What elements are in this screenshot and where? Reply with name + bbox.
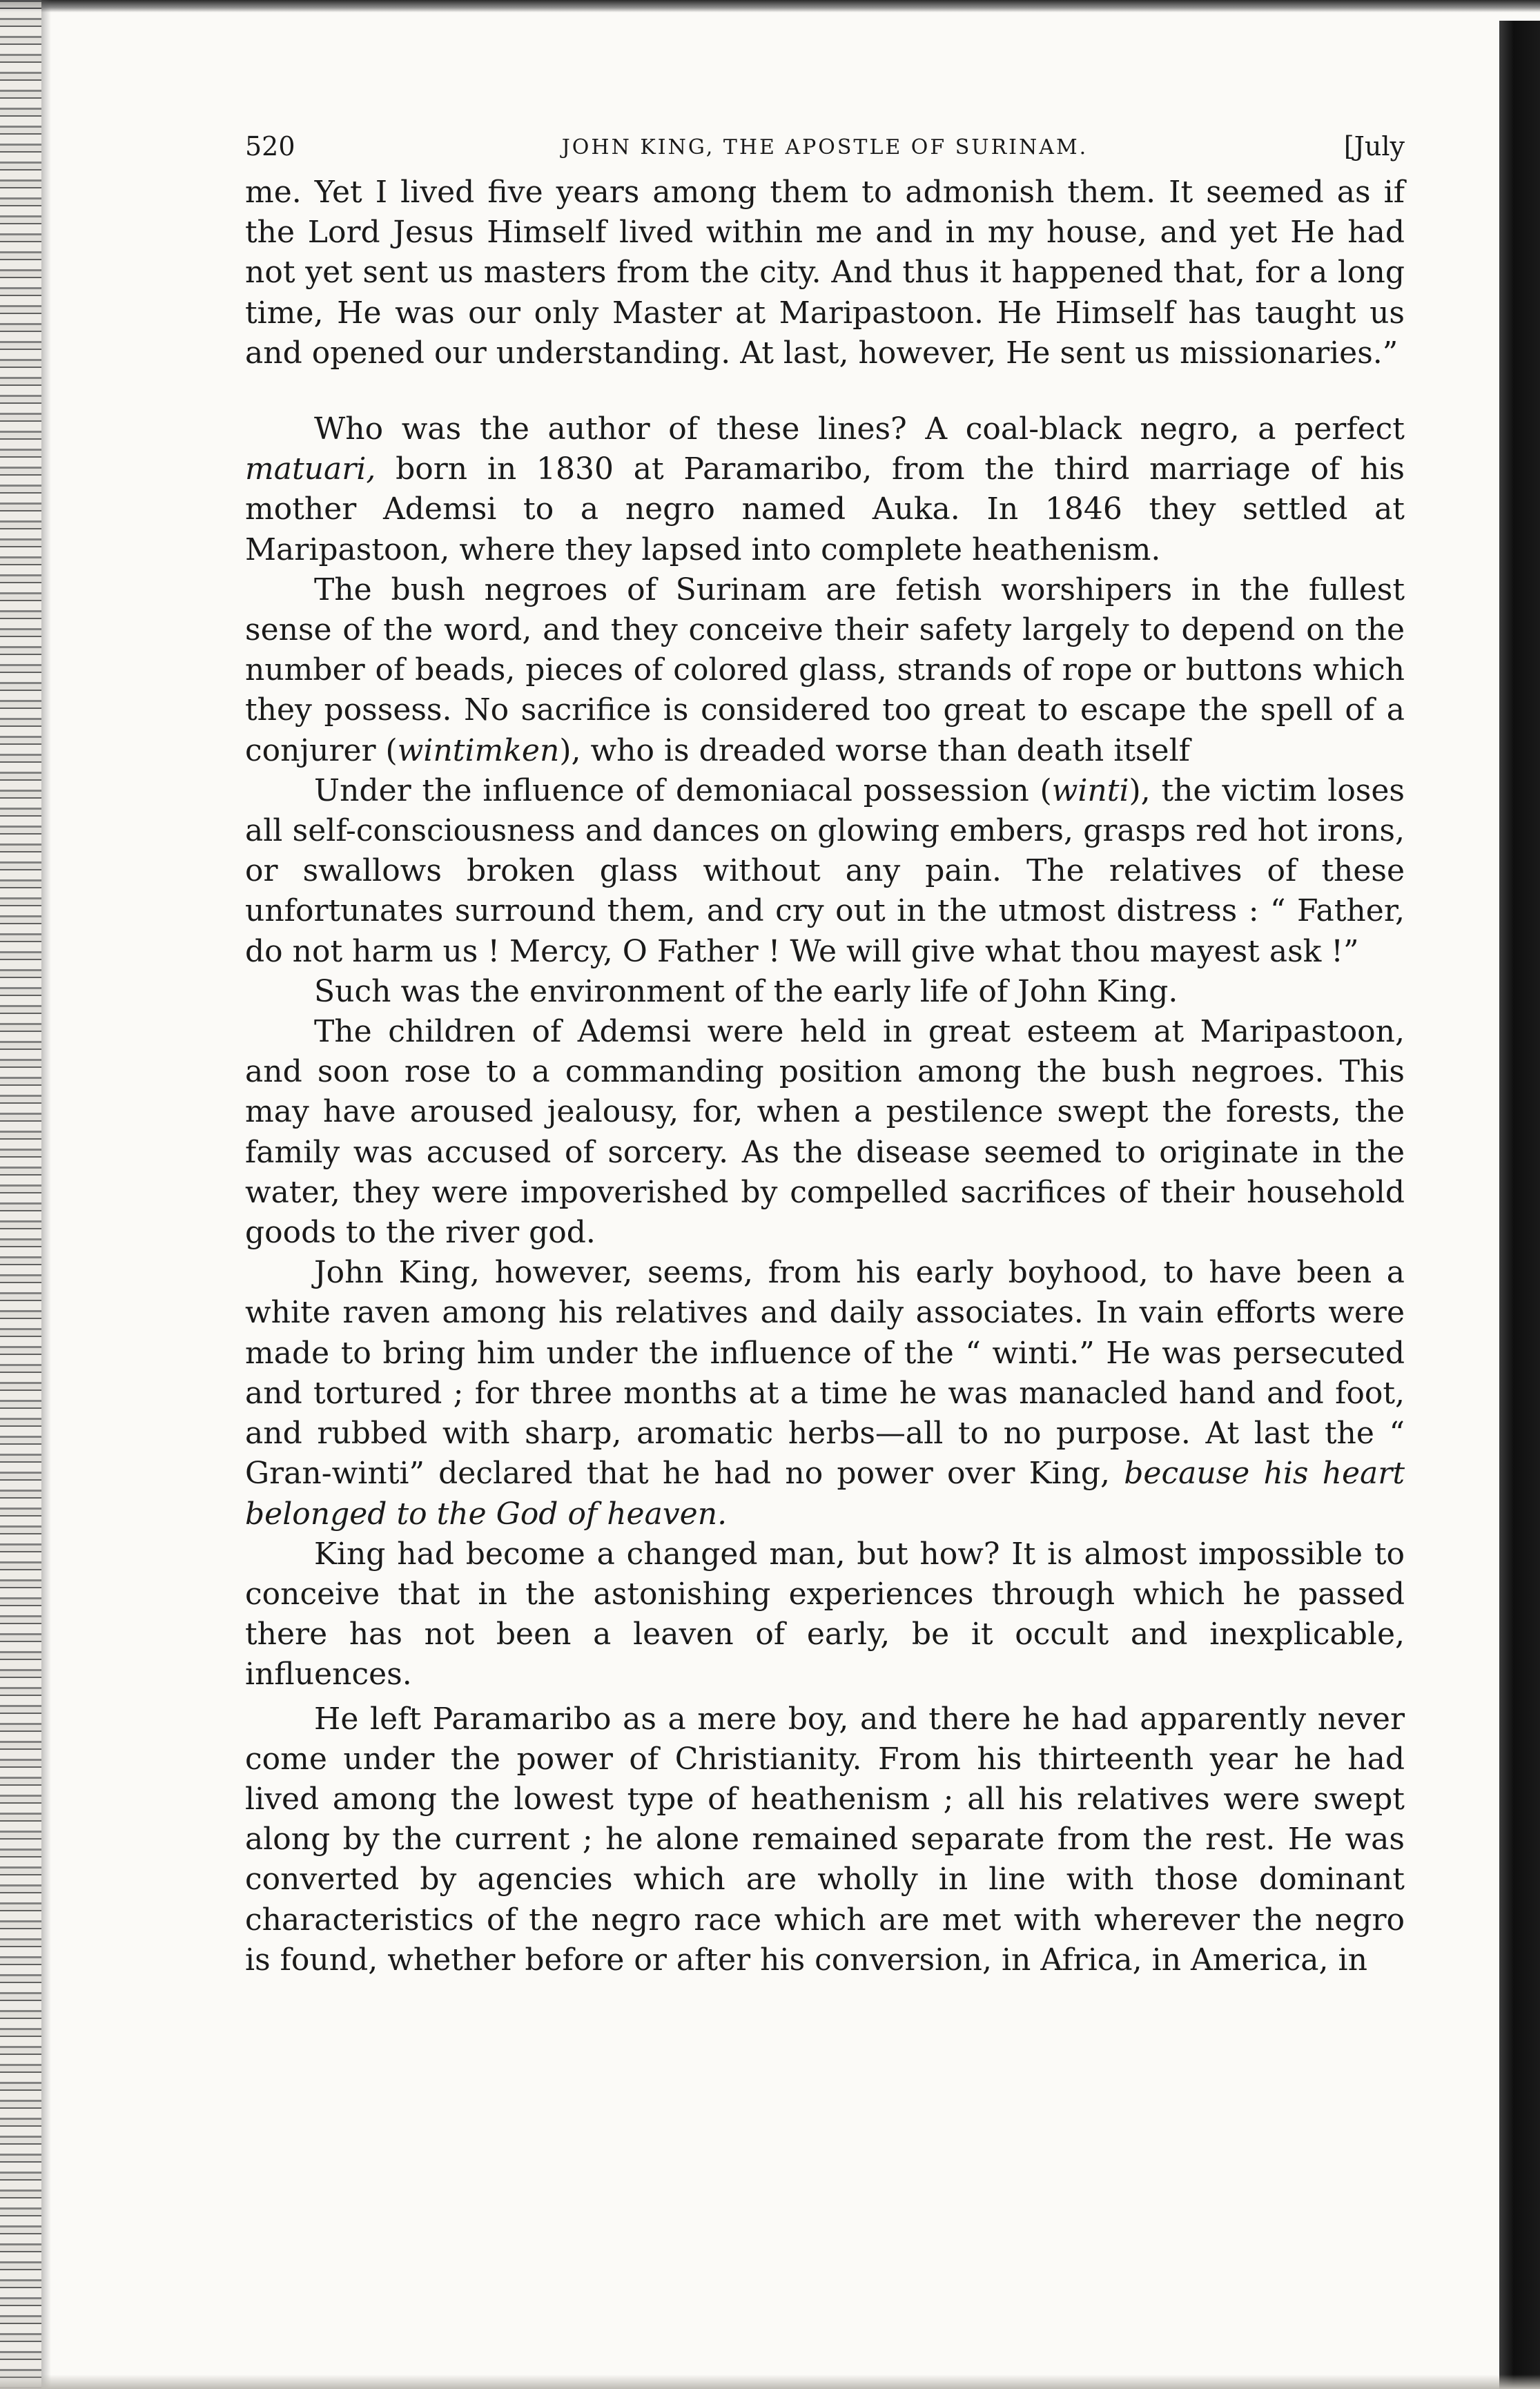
italic-text: winti (1051, 772, 1129, 808)
text-run: Who was the author of these lines? A coal-black negro, a perfect (314, 411, 1405, 447)
body-text (245, 173, 1405, 1980)
scan-edge-bottom (0, 2375, 1540, 2389)
paragraph (245, 173, 1405, 373)
text-run: Such was the environment of the early life of John King. (314, 973, 1178, 1009)
paragraph (245, 409, 1405, 570)
running-title: JOHN KING, THE APOSTLE OF SURINAM. (561, 135, 1089, 159)
text-run: The bush negroes of Surinam are fetish worshipers in the fullest sense of the word, and they conceive their safety largely to depend on the number of beads, pieces of colored glass, strands of rope or buttons which they possess. No sacrifice is considered too great to escape the spell of a conjurer ( (245, 572, 1405, 768)
book-page (245, 131, 1405, 1980)
text-run: King had become a changed man, but how? It is almost impossible to conceive that in the astonishing experiences through which he passed there has not been a leaven of early, be it occult and inexplicable, influences. (245, 1536, 1405, 1693)
italic-text: because his heart belonged to the God of heaven. (245, 1456, 1405, 1532)
paragraph (245, 570, 1405, 771)
paragraph (245, 771, 1405, 972)
italic-text: matuari, (245, 451, 376, 487)
text-run: born in 1830 at Paramaribo, from the third marriage of his mother Ademsi to a negro named Auka. In 1846 they settled at Maripastoon, where they lapsed into complete heathenism. (245, 451, 1405, 567)
scan-binding-edge (0, 0, 41, 2389)
paragraph (245, 972, 1405, 1012)
scan-binding-shadow (41, 0, 51, 2389)
running-head (245, 131, 1405, 173)
paragraph (245, 1253, 1405, 1534)
paragraph (245, 1534, 1405, 1695)
italic-text: wintimken (397, 732, 560, 768)
page-number: 520 (245, 131, 295, 162)
paragraph (245, 1699, 1405, 1980)
page-date: [July (1343, 131, 1405, 162)
text-run: He left Paramaribo as a mere boy, and there he had apparently never come under the power of Christianity. From his thirteenth year he had lived among the lowest type of heathenism ; all his relatives were swept along by the current ; he alone remained separate from the rest. He was converted by agencies which are wholly in line with those dominant characteristics of the negro race which are met with wherever the negro is found, whether before or after his conversion, in Africa, in America, in (245, 1701, 1405, 1978)
text-run: me. Yet I lived five years among them to admonish them. It seemed as if the Lord Jesus Himself lived within me and in my house, and yet He had not yet sent us masters from the city. And thus it happened that, for a long time, He was our only Master at Maripastoon. He Himself has taught us and opened our understanding. At last, however, He sent us missionaries.” (245, 175, 1405, 371)
scan-edge-right (1499, 21, 1540, 2389)
text-run: Under the influence of demoniacal possession ( (314, 772, 1052, 808)
paragraph (245, 1012, 1405, 1253)
text-run: John King, however, seems, from his early boyhood, to have been a white raven among his relatives and daily associates. In vain efforts were made to bring him under the influence of the “ winti.” He was persecuted and tortured ; for three months at a time he was manacled hand and foot, and rubbed with sharp, aromatic herbs—all to no purpose. At last the “ Gran-winti” declared that he had no power over King, (245, 1255, 1405, 1492)
text-run: ), who is dreaded worse than death itself (559, 732, 1190, 768)
text-run: ), the victim loses all self-consciousness and dances on glowing embers, grasps red hot irons, or swallows broken glass without any pain. The relatives of these unfortunates surround them, and cry out in the utmost distress : “ Father, do not harm us ! Mercy, O Father ! We will give what thou mayest ask !” (245, 772, 1405, 969)
section-gap (245, 373, 1405, 409)
text-run: The children of Ademsi were held in great esteem at Maripastoon, and soon rose to a commanding position among the bush negroes. This may have aroused jealousy, for, when a pestilence swept the forests, the family was accused of sorcery. As the disease seemed to originate in the water, they were impoverished by compelled sacrifices of their household goods to the river god. (245, 1014, 1405, 1251)
scan-edge-top (0, 0, 1540, 12)
